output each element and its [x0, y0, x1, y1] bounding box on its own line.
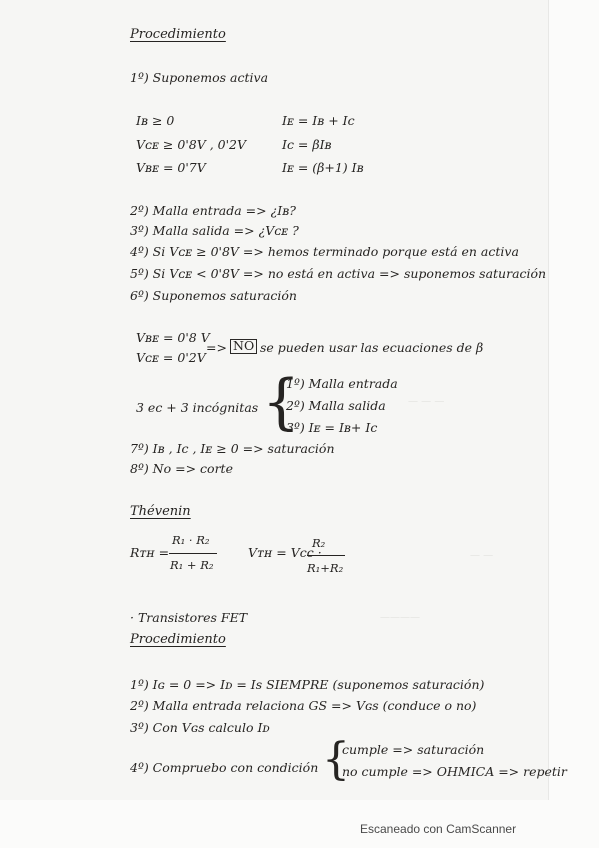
no-box: [230, 339, 257, 354]
bjt-procedure-title: Procedimiento: [130, 27, 226, 42]
bleed-through-mark: — —: [470, 550, 494, 561]
fet-procedure-title: Procedimiento: [130, 632, 226, 647]
fet-heading: · Transistores FET: [130, 610, 248, 625]
fet-step-1: 1º) Iɢ = 0 => Iᴅ = Is SIEMPRE (suponemos saturación): [130, 677, 485, 692]
ec-item-2: 2º) Malla salida: [286, 398, 386, 413]
fet-cond-1: cumple => saturación: [342, 742, 485, 757]
fet-left-brace: {: [322, 734, 350, 785]
sat-vce: Vᴄᴇ = 0'2V: [136, 350, 206, 365]
ec-item-3: 3º) Iᴇ = Iʙ+ Ic: [286, 420, 378, 435]
bjt-step-6: 6º) Suponemos saturación: [130, 288, 297, 303]
rth-numerator: R₁ · R₂: [172, 533, 210, 547]
sat-vbe: Vʙᴇ = 0'8 V: [136, 330, 210, 345]
cond-vbe: Vʙᴇ = 0'7V: [136, 160, 206, 175]
thevenin-title: Thévenin: [130, 504, 191, 519]
rth-denominator: R₁ + R₂: [170, 558, 214, 572]
fet-cond-2: no cumple => OHMICA => repetir: [342, 764, 567, 779]
rth-fraction-bar: [169, 553, 217, 554]
sat-note: se pueden usar las ecuaciones de β: [260, 340, 484, 355]
bjt-step-7: 7º) Iʙ , Ic , Iᴇ ≥ 0 => saturación: [130, 441, 335, 456]
rth-label: Rᴛʜ =: [130, 545, 170, 560]
vth-fraction-bar: [307, 555, 345, 556]
ec-label: 3 ec + 3 incógnitas: [136, 400, 259, 415]
cond-vce: Vᴄᴇ ≥ 0'8V , 0'2V: [136, 137, 247, 152]
bjt-step-2: 2º) Malla entrada => ¿Iʙ?: [130, 203, 296, 218]
vth-label: Vᴛʜ = Vcc ·: [248, 545, 322, 560]
bjt-step-1: 1º) Suponemos activa: [130, 70, 269, 85]
eq-ic: Ic = βIʙ: [282, 137, 332, 152]
cond-ib: Iʙ ≥ 0: [136, 113, 175, 128]
fet-step-3: 3º) Con Vɢs calculo Iᴅ: [130, 720, 270, 735]
no-box-label: NO: [230, 339, 257, 354]
bleed-through-mark: ————: [380, 612, 420, 623]
sat-arrow: =>: [206, 340, 227, 355]
left-brace: {: [262, 367, 301, 437]
bjt-step-8: 8º) No => corte: [130, 461, 233, 476]
bjt-step-5: 5º) Si Vᴄᴇ < 0'8V => no está en activa => suponemos saturación: [130, 266, 547, 281]
ec-item-1: 1º) Malla entrada: [286, 376, 398, 391]
fet-step-2: 2º) Malla entrada relaciona GS => Vɢs (conduce o no): [130, 698, 477, 713]
fet-step-4: 4º) Compruebo con condición: [130, 760, 319, 775]
bjt-step-4: 4º) Si Vᴄᴇ ≥ 0'8V => hemos terminado porque está en activa: [130, 244, 519, 259]
bleed-through-mark: — — —: [408, 396, 445, 407]
bjt-step-3: 3º) Malla salida => ¿Vᴄᴇ ?: [130, 223, 299, 238]
eq-ie: Iᴇ = Iʙ + Ic: [282, 113, 355, 128]
eq-ie-beta: Iᴇ = (β+1) Iʙ: [282, 160, 364, 175]
vth-denominator: R₁+R₂: [307, 561, 344, 575]
camscanner-watermark: Escaneado con CamScanner: [360, 822, 517, 836]
vth-numerator: R₂: [312, 536, 326, 550]
